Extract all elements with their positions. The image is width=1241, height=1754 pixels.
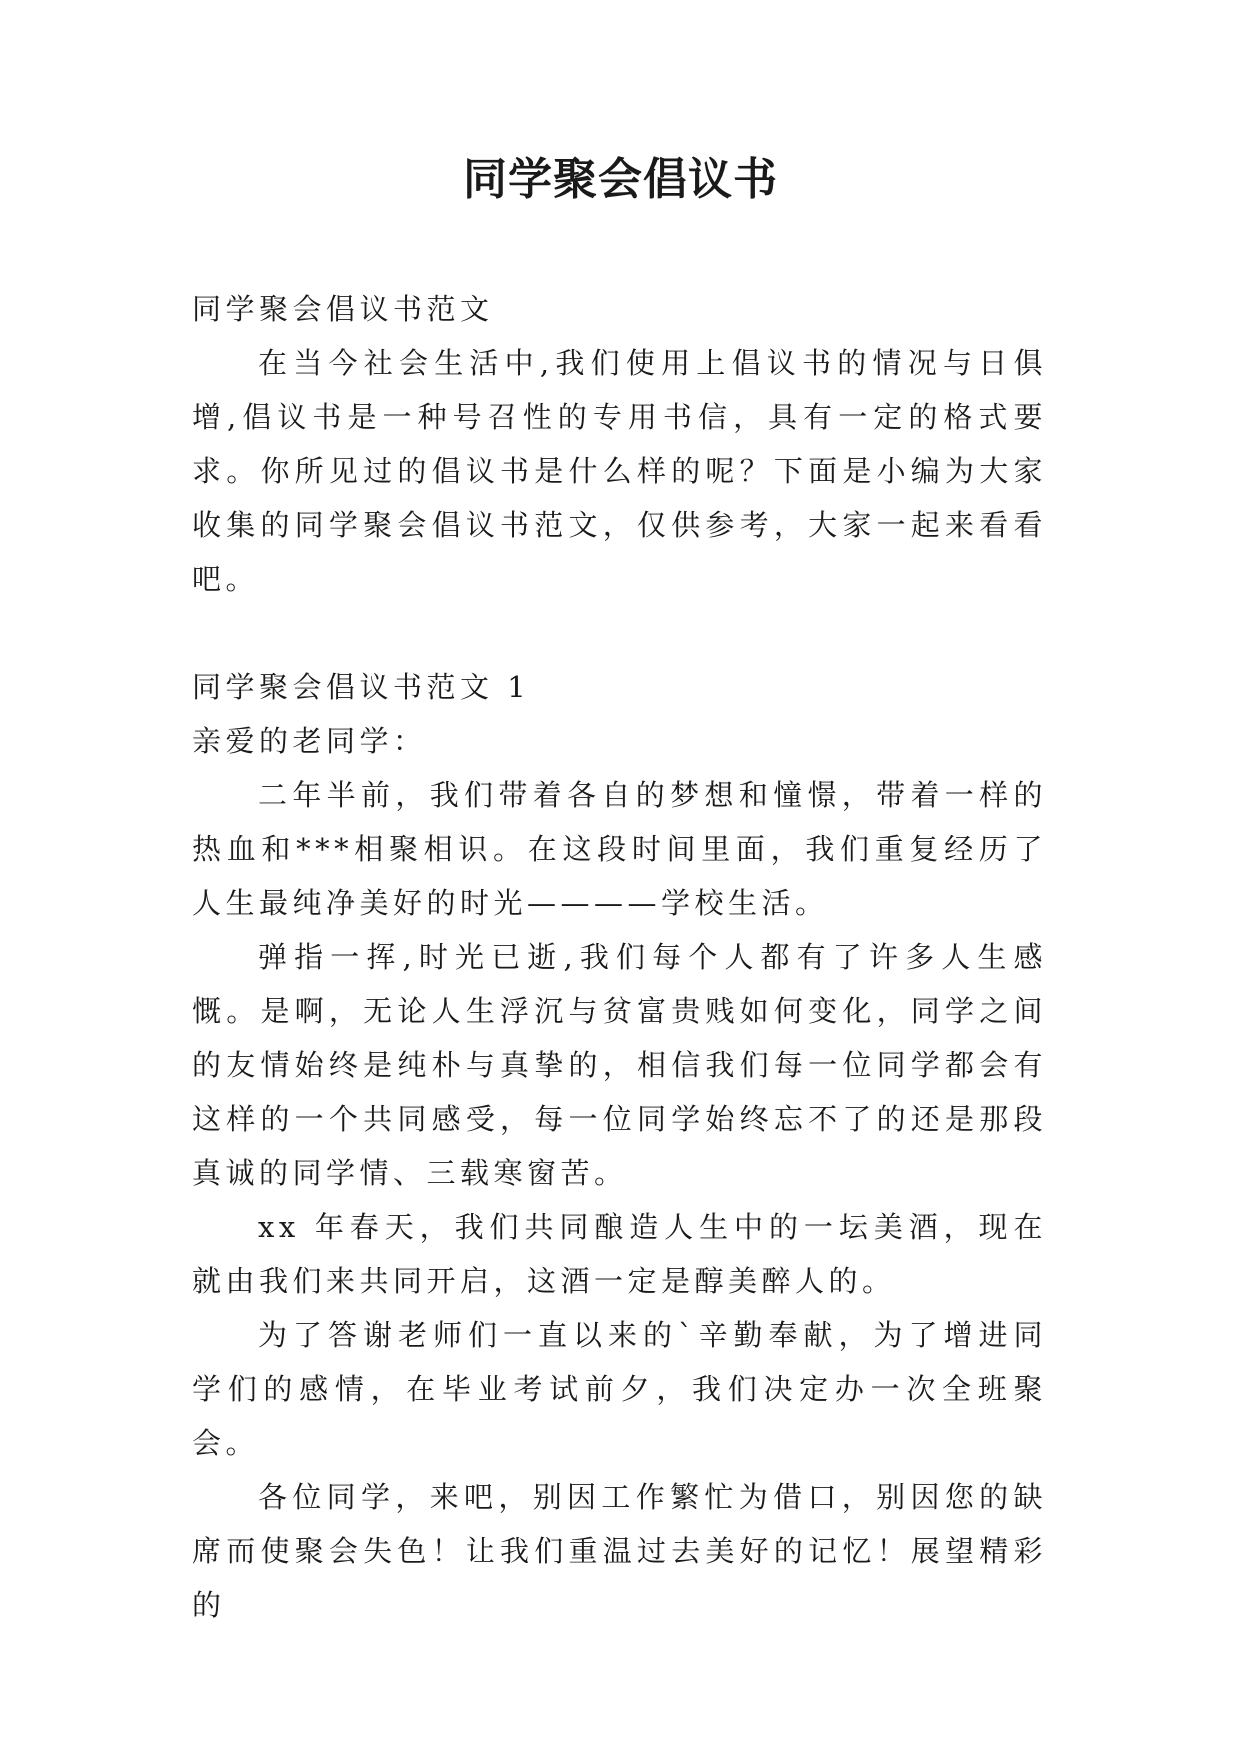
section-heading: 同学聚会倡议书范文 1 [192, 670, 531, 704]
body-paragraph: 各位同学，来吧，别因工作繁忙为借口，别因您的缺席而使聚会失色！让我们重温过去美好的记忆！展望精彩的 [192, 1480, 1047, 1622]
body-paragraph: 弹指一挥,时光已逝,我们每个人都有了许多人生感慨。是啊，无论人生浮沉与贫富贵贱如何变化，同学之间的友情始终是纯朴与真挚的，相信我们每一位同学都会有这样的一个共同感受，每一位同学始终忘不了的还是那段真诚的同学情、三载寒窗苦。 [192, 940, 1047, 1190]
subtitle: 同学聚会倡议书范文 [192, 292, 494, 326]
document-body [192, 282, 1047, 1632]
body-paragraph: 二年半前，我们带着各自的梦想和憧憬，带着一样的热血和***相聚相识。在这段时间里面，我们重复经历了人生最纯净美好的时光————学校生活。 [192, 778, 1047, 920]
body-paragraph: 为了答谢老师们一直以来的`辛勤奉献，为了增进同学们的感情，在毕业考试前夕，我们决定办一次全班聚会。 [192, 1318, 1047, 1460]
intro-paragraph: 在当今社会生活中,我们使用上倡议书的情况与日俱增,倡议书是一种号召性的专用书信，具有一定的格式要求。你所见过的倡议书是什么样的呢？下面是小编为大家收集的同学聚会倡议书范文，仅供参考，大家一起来看看吧。 [192, 346, 1047, 596]
salutation: 亲爱的老同学： [192, 724, 427, 758]
body-paragraph: xx 年春天，我们共同酿造人生中的一坛美酒，现在就由我们来共同开启，这酒一定是醇美醉人的。 [192, 1210, 1047, 1298]
document-title: 同学聚会倡议书 [463, 154, 778, 205]
spacer [192, 606, 1047, 660]
